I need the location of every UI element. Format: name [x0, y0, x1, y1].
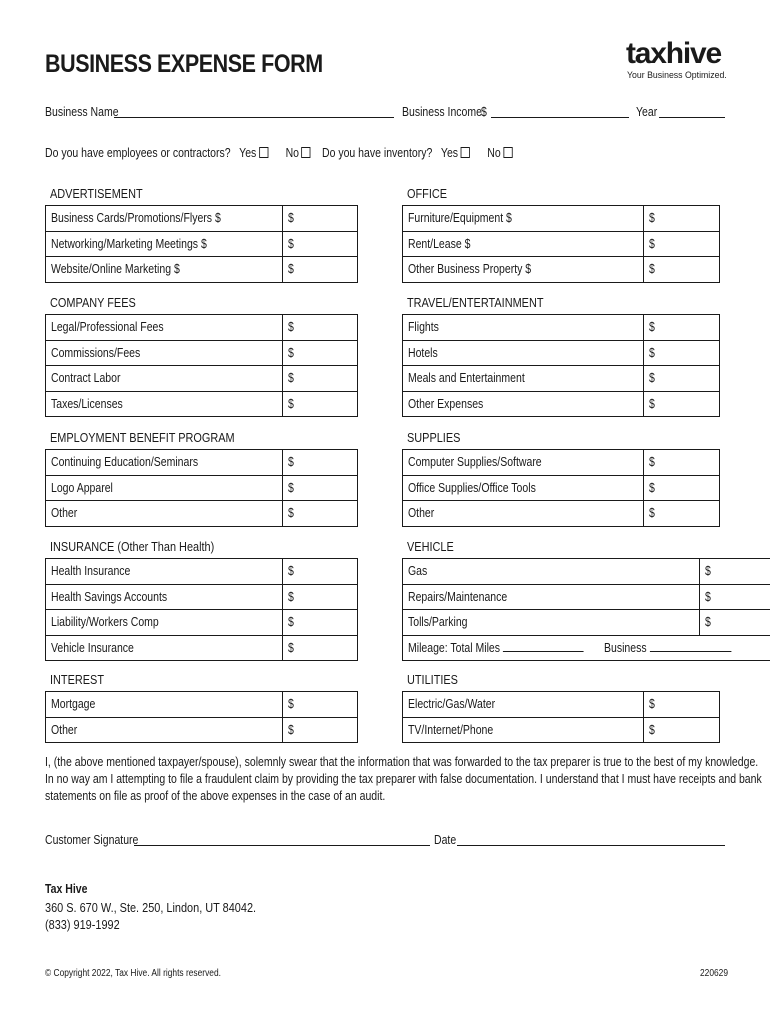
table-row	[403, 206, 720, 232]
employees-question-text: Do you have employees or contractors?	[45, 146, 231, 160]
section-title-employment: EMPLOYMENT BENEFIT PROGRAM	[50, 430, 235, 445]
inventory-yes-label: Yes	[440, 146, 459, 160]
year-label: Year	[636, 105, 658, 119]
amount-cell[interactable]: $	[283, 450, 358, 476]
expense-label: Business Cards/Promotions/Flyers $	[46, 206, 283, 232]
amount-cell[interactable]: $	[283, 391, 358, 417]
company-address: 360 S. 670 W., Ste. 250, Lindon, UT 84042.	[45, 900, 257, 915]
expense-label: Vehicle Insurance	[46, 635, 283, 661]
income-currency: $	[481, 105, 487, 119]
amount-cell[interactable]: $	[283, 475, 358, 501]
table-row	[46, 692, 358, 718]
table-row	[46, 391, 358, 417]
table-row	[403, 717, 720, 743]
expense-label: Logo Apparel	[46, 475, 283, 501]
amount-cell[interactable]: $	[644, 501, 720, 527]
expense-label: Furniture/Equipment $	[403, 206, 644, 232]
expense-label: Rent/Lease $	[403, 231, 644, 257]
expense-label: Electric/Gas/Water	[403, 692, 644, 718]
amount-cell[interactable]: $	[644, 315, 720, 341]
amount-cell[interactable]: $	[644, 692, 720, 718]
amount-cell[interactable]: $	[699, 559, 770, 585]
signature-label: Customer Signature	[45, 833, 139, 847]
amount-cell[interactable]: $	[283, 206, 358, 232]
expense-label: Hotels	[403, 340, 644, 366]
table-row	[46, 231, 358, 257]
expense-label: Other Business Property $	[403, 257, 644, 283]
table-row	[403, 366, 720, 392]
mileage-label: Mileage: Total Miles	[408, 641, 501, 656]
amount-cell[interactable]: $	[283, 257, 358, 283]
section-title-office: OFFICE	[407, 186, 448, 201]
amount-cell[interactable]: $	[644, 340, 720, 366]
amount-cell[interactable]: $	[283, 610, 358, 636]
amount-cell[interactable]: $	[283, 501, 358, 527]
expense-label: Gas	[403, 559, 700, 585]
table-row	[403, 340, 720, 366]
year-field[interactable]	[659, 105, 725, 118]
amount-cell[interactable]: $	[283, 315, 358, 341]
travel-table	[402, 314, 720, 417]
expense-label: Computer Supplies/Software	[403, 450, 644, 476]
table-row	[46, 501, 358, 527]
employment-table	[45, 449, 358, 527]
table-row	[46, 584, 358, 610]
statement-paragraph	[45, 754, 762, 805]
expense-label: Health Savings Accounts	[46, 584, 283, 610]
business-name-field[interactable]	[114, 105, 394, 118]
employees-yes-label: Yes	[239, 146, 257, 160]
amount-cell[interactable]: $	[283, 366, 358, 392]
table-row	[403, 475, 720, 501]
table-row	[46, 257, 358, 283]
amount-cell[interactable]: $	[644, 475, 720, 501]
amount-cell[interactable]: $	[644, 231, 720, 257]
utilities-table	[402, 691, 720, 743]
inventory-no-label: No	[487, 146, 501, 160]
table-row	[403, 501, 720, 527]
interest-table	[45, 691, 358, 743]
business-income-label: Business Income	[402, 105, 482, 119]
company-name: Tax Hive	[45, 882, 88, 896]
business-miles-label: Business	[604, 641, 647, 656]
inventory-question-text: Do you have inventory?	[322, 146, 433, 160]
expense-label: Repairs/Maintenance	[403, 584, 700, 610]
inventory-question	[322, 146, 512, 160]
vehicle-table	[402, 558, 770, 661]
table-row	[403, 610, 770, 636]
table-row	[403, 692, 720, 718]
amount-cell[interactable]: $	[283, 692, 358, 718]
table-row	[403, 391, 720, 417]
section-title-insurance: INSURANCE (Other Than Health)	[50, 539, 215, 554]
table-row	[46, 366, 358, 392]
expense-label: Health Insurance	[46, 559, 283, 585]
business-miles-field[interactable]	[650, 640, 731, 652]
expense-label: TV/Internet/Phone	[403, 717, 644, 743]
expense-label: Networking/Marketing Meetings $	[46, 231, 283, 257]
statement-line: In no way am I attempting to file a fraudulent claim by providing the tax preparer with false documentation. I understand that I must have receipts and bank	[45, 772, 762, 786]
statement-line: I, (the above mentioned taxpayer/spouse), solemnly swear that the information that was forwarded to the tax preparer is true to the best of my knowledge.	[45, 755, 759, 769]
amount-cell[interactable]: $	[644, 717, 720, 743]
employees-no-label: No	[285, 146, 300, 160]
section-title-advertisement: ADVERTISEMENT	[50, 186, 143, 201]
employees-yes-checkbox[interactable]	[259, 147, 268, 158]
table-row	[46, 315, 358, 341]
table-row	[46, 635, 358, 661]
employees-no-checkbox[interactable]	[302, 147, 311, 158]
company-phone: (833) 919-1992	[45, 917, 120, 932]
amount-cell[interactable]: $	[699, 584, 770, 610]
expense-label: Office Supplies/Office Tools	[403, 475, 644, 501]
amount-cell[interactable]: $	[644, 450, 720, 476]
inventory-yes-checkbox[interactable]	[461, 147, 470, 158]
expense-label: Flights	[403, 315, 644, 341]
table-row	[403, 450, 720, 476]
expense-label: Other	[46, 501, 283, 527]
supplies-table	[402, 449, 720, 527]
expense-label: Contract Labor	[46, 366, 283, 392]
signature-field[interactable]	[134, 833, 430, 846]
expense-label: Continuing Education/Seminars	[46, 450, 283, 476]
expense-label: Liability/Workers Comp	[46, 610, 283, 636]
table-row	[46, 610, 358, 636]
section-title-travel: TRAVEL/ENTERTAINMENT	[407, 295, 544, 310]
expense-label: Taxes/Licenses	[46, 391, 283, 417]
expense-label: Tolls/Parking	[403, 610, 700, 636]
amount-cell[interactable]: $	[699, 610, 770, 636]
total-miles-field[interactable]	[503, 640, 584, 652]
business-name-label: Business Name	[45, 105, 119, 119]
amount-cell[interactable]: $	[283, 231, 358, 257]
employees-question	[45, 146, 311, 160]
table-row	[46, 450, 358, 476]
amount-cell[interactable]: $	[283, 559, 358, 585]
expense-label: Other	[46, 717, 283, 743]
amount-cell[interactable]: $	[644, 206, 720, 232]
table-row	[46, 717, 358, 743]
section-title-company-fees: COMPANY FEES	[50, 295, 136, 310]
inventory-no-checkbox[interactable]	[503, 147, 512, 158]
copyright-text: © Copyright 2022, Tax Hive. All rights reserved.	[45, 968, 221, 979]
date-field[interactable]	[457, 833, 725, 846]
expense-label: Mortgage	[46, 692, 283, 718]
expense-label: Commissions/Fees	[46, 340, 283, 366]
statement-line: statements on file as proof of the above expenses in the case of an audit.	[45, 789, 386, 803]
mileage-cell	[403, 635, 770, 661]
section-title-supplies: SUPPLIES	[407, 430, 461, 445]
form-code: 220629	[700, 968, 729, 979]
expense-label: Other	[403, 501, 644, 527]
amount-cell[interactable]: $	[644, 366, 720, 392]
expense-label: Legal/Professional Fees	[46, 315, 283, 341]
table-row	[403, 559, 770, 585]
taxhive-logo: taxhive	[626, 37, 721, 70]
table-row	[46, 206, 358, 232]
amount-cell[interactable]: $	[283, 717, 358, 743]
section-title-vehicle: VEHICLE	[407, 539, 454, 554]
table-row	[403, 584, 770, 610]
section-title-interest: INTEREST	[50, 672, 105, 687]
mileage-row	[403, 635, 770, 661]
expense-label: Other Expenses	[403, 391, 644, 417]
table-row	[403, 257, 720, 283]
insurance-table	[45, 558, 358, 661]
table-row	[46, 340, 358, 366]
table-row	[403, 231, 720, 257]
amount-cell[interactable]: $	[283, 635, 358, 661]
office-table	[402, 205, 720, 283]
advertisement-table	[45, 205, 358, 283]
amount-cell[interactable]: $	[644, 257, 720, 283]
page-title: BUSINESS EXPENSE FORM	[45, 50, 323, 78]
company-fees-table	[45, 314, 358, 417]
section-title-utilities: UTILITIES	[407, 672, 458, 687]
date-label: Date	[434, 833, 457, 847]
table-row	[403, 315, 720, 341]
logo-tagline: Your Business Optimized.	[627, 70, 727, 81]
expense-label: Meals and Entertainment	[403, 366, 644, 392]
table-row	[46, 559, 358, 585]
business-income-field[interactable]	[491, 105, 629, 118]
amount-cell[interactable]: $	[644, 391, 720, 417]
table-row	[46, 475, 358, 501]
amount-cell[interactable]: $	[283, 584, 358, 610]
expense-label: Website/Online Marketing $	[46, 257, 283, 283]
amount-cell[interactable]: $	[283, 340, 358, 366]
